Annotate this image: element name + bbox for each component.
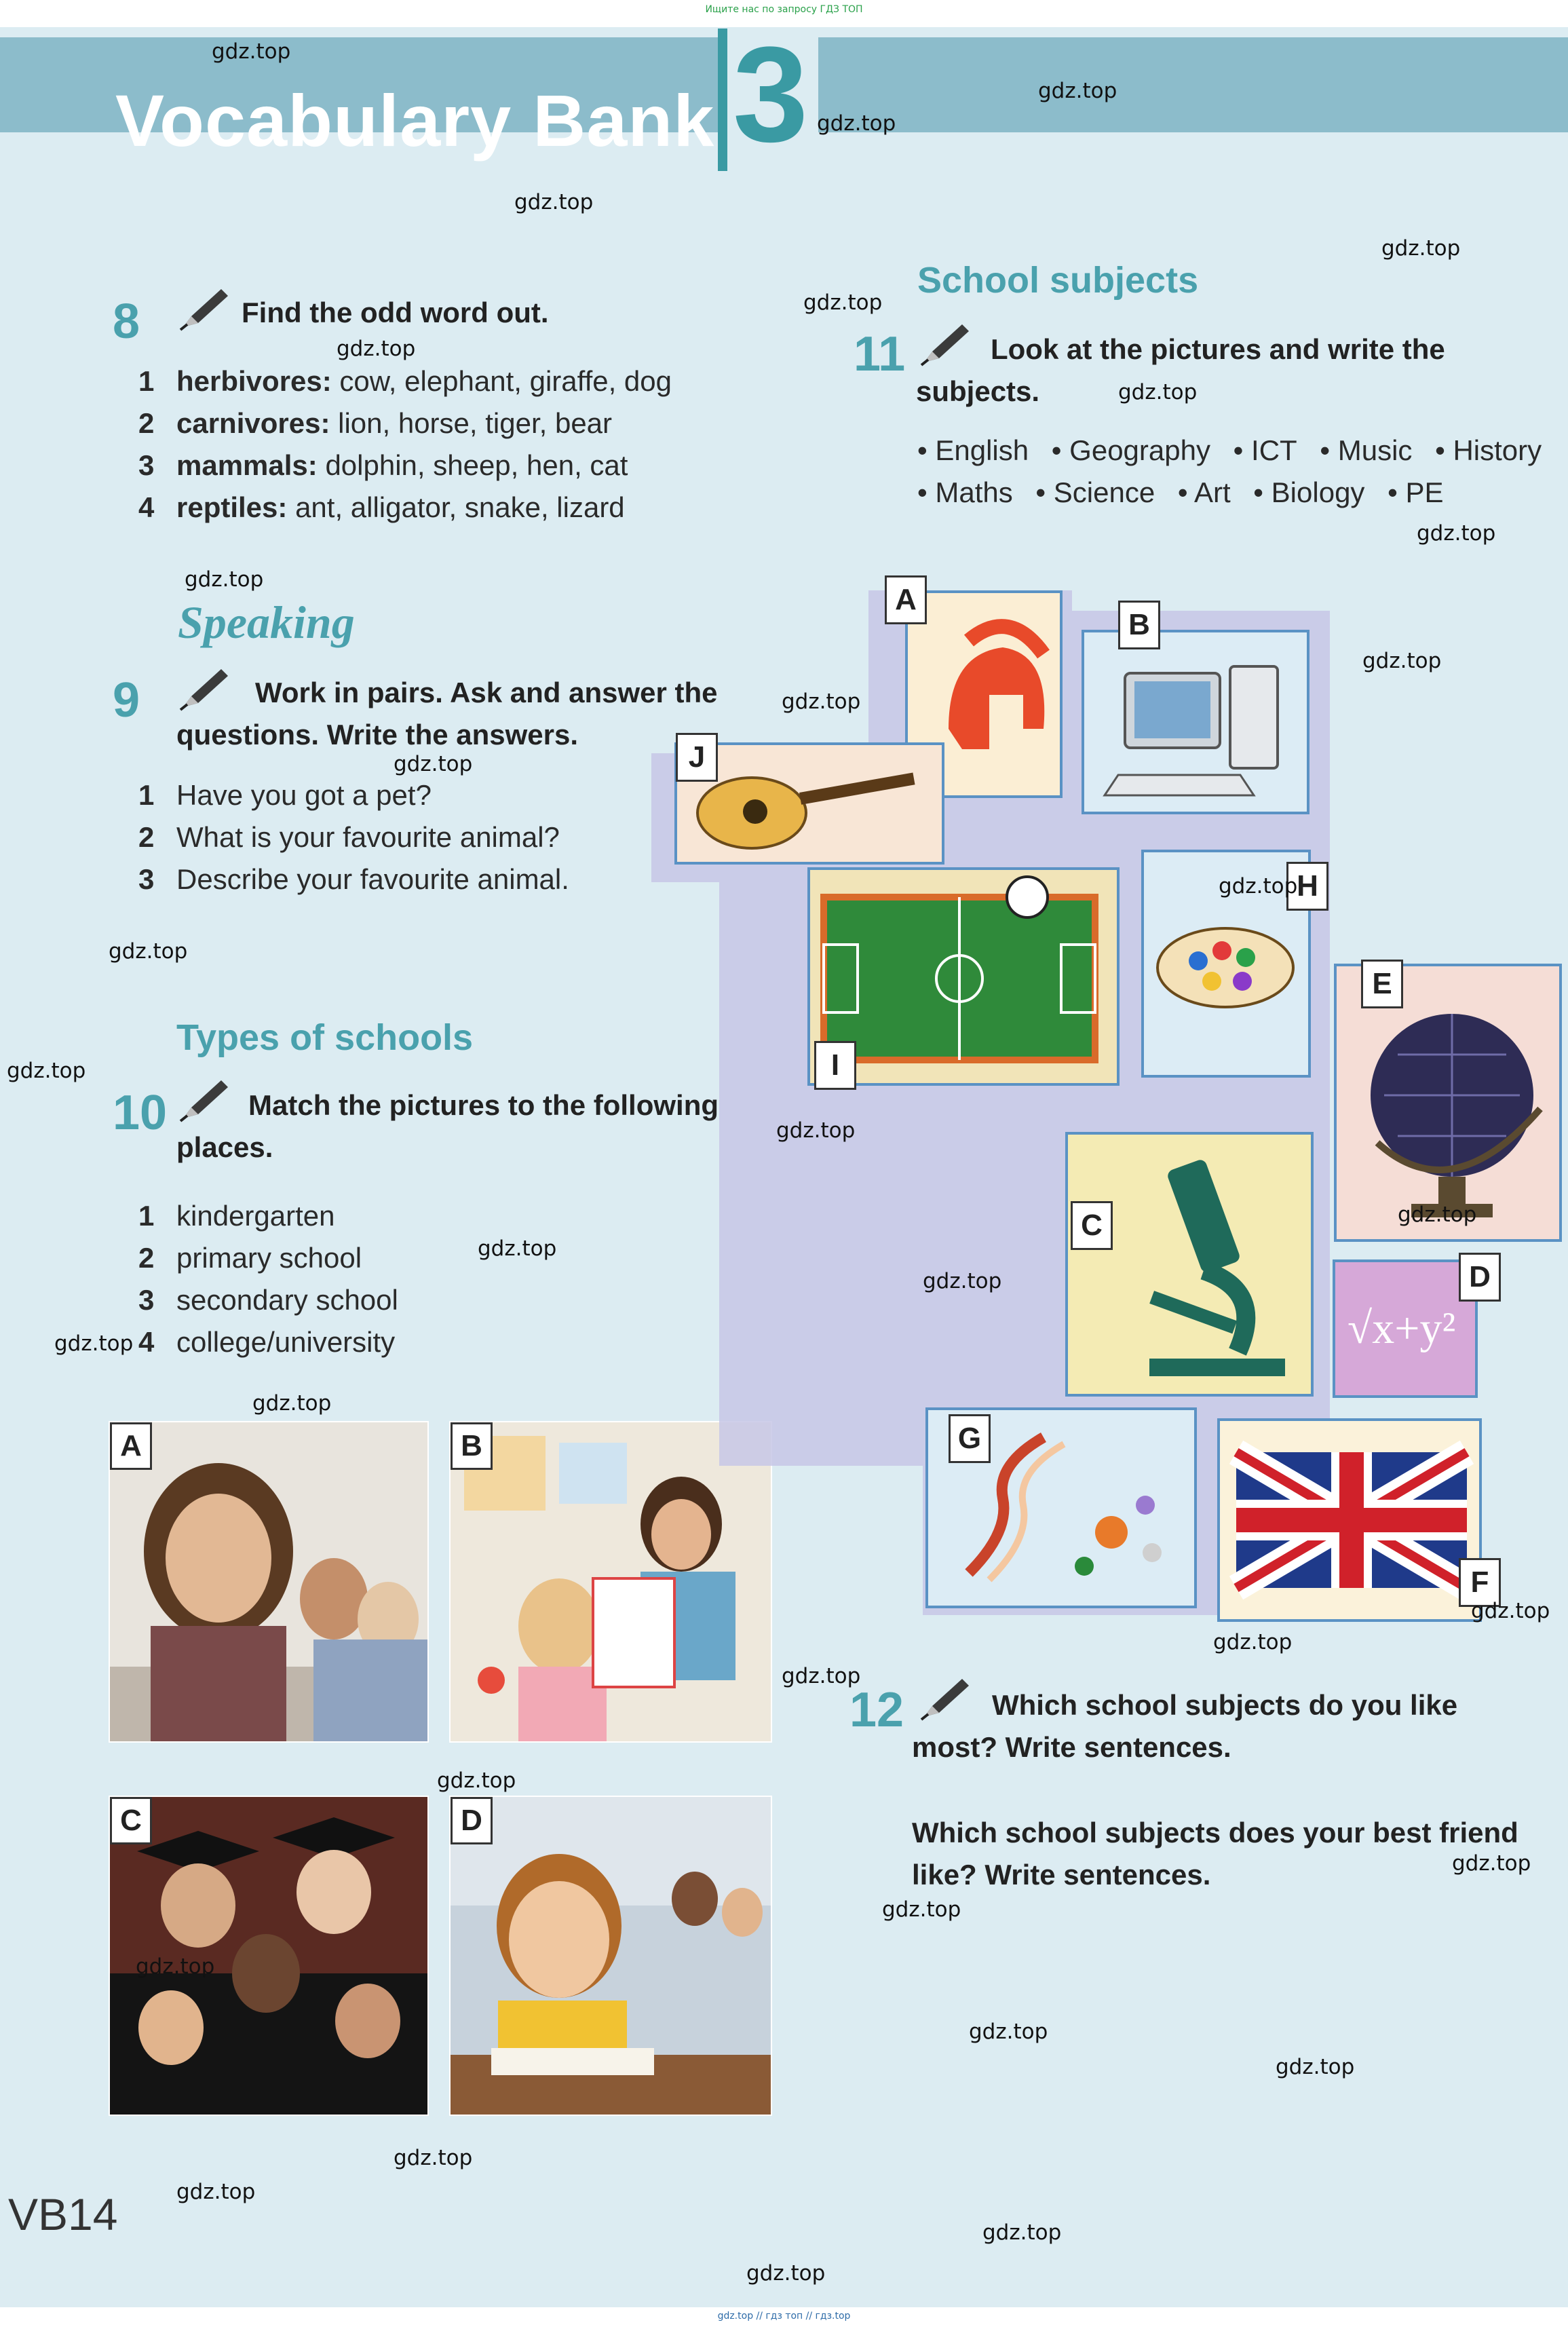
exercise-9-instruction-line-1: Work in pairs. Ask and answer the (255, 677, 718, 708)
watermark: gdz.top (212, 39, 291, 64)
students-illustration (110, 1422, 429, 1743)
item-text: Describe your favourite animal. (176, 863, 569, 895)
watermark: gdz.top (7, 1059, 86, 1083)
watermark: gdz.top (185, 567, 264, 592)
tile-letter-g: G (949, 1414, 991, 1463)
item-text: Have you got a pet? (176, 779, 432, 811)
watermark: gdz.top (1213, 1630, 1293, 1654)
subjects-list-row-2 (917, 476, 1459, 509)
watermark: gdz.top (337, 337, 416, 361)
exercise-9-item-3 (138, 863, 569, 896)
watermark: gdz.top (746, 2261, 826, 2286)
page-title: Vocabulary Bank (115, 79, 715, 162)
watermark: gdz.top (782, 1664, 861, 1688)
types-of-schools-heading: Types of schools (176, 1017, 474, 1058)
watermark: gdz.top (1398, 1202, 1477, 1227)
tile-letter-f: F (1459, 1558, 1501, 1607)
watermark: gdz.top (1219, 874, 1298, 898)
pencil-icon (919, 320, 973, 368)
subject-maths: • Maths (917, 476, 1013, 508)
photo-letter-b: B (451, 1422, 493, 1470)
exercise-10-item-2 (138, 1242, 362, 1274)
item-text: college/university (176, 1326, 396, 1358)
watermark: gdz.top (478, 1236, 557, 1261)
watermark: gdz.top (1471, 1599, 1550, 1623)
tile-letter-a: A (885, 575, 927, 624)
watermark: gdz.top (1381, 236, 1461, 261)
watermark: gdz.top (1038, 79, 1117, 103)
computer-icon (1084, 632, 1307, 812)
watermark: gdz.top (136, 1954, 215, 1979)
subject-pe: • PE (1388, 476, 1444, 508)
page-number-label: VB14 (8, 2189, 118, 2239)
pencil-icon (178, 1076, 232, 1124)
watermark: gdz.top (394, 752, 473, 776)
subject-science: • Science (1035, 476, 1155, 508)
item-term: mammals: (176, 449, 318, 481)
exercise-10-item-4 (138, 1326, 395, 1359)
tile-letter-i: I (814, 1041, 856, 1090)
exercise-8-item-4 (138, 491, 625, 524)
exercise-8-item-3 (138, 449, 628, 482)
watermark: gdz.top (1362, 649, 1442, 673)
pencil-icon (178, 665, 232, 713)
watermark: gdz.top (923, 1269, 1002, 1293)
pencil-icon (178, 285, 232, 333)
tile-letter-e: E (1361, 960, 1403, 1008)
item-words: ant, alligator, snake, lizard (295, 491, 625, 523)
exercise-11-number: 11 (854, 327, 906, 381)
item-number: 1 (138, 1200, 155, 1232)
item-term: reptiles: (176, 491, 288, 523)
item-words: lion, horse, tiger, bear (338, 407, 613, 439)
exercise-9-item-1 (138, 779, 432, 812)
item-number: 2 (138, 1242, 155, 1274)
exercise-8-item-1 (138, 365, 672, 398)
union-jack-icon (1220, 1421, 1479, 1619)
exercise-12-question-1-line-1: Which school subjects do you like (992, 1689, 1458, 1721)
watermark: gdz.top (176, 2180, 256, 2204)
subject-geography: • Geography (1051, 434, 1210, 466)
tile-letter-d: D (1459, 1253, 1501, 1302)
watermark: gdz.top (1118, 380, 1198, 404)
item-text: secondary school (176, 1284, 398, 1316)
subject-biology: • Biology (1253, 476, 1365, 508)
item-number: 1 (138, 365, 155, 397)
item-text: primary school (176, 1242, 362, 1274)
item-number: 4 (138, 1326, 155, 1358)
watermark: gdz.top (1417, 521, 1496, 546)
watermark: gdz.top (817, 111, 896, 136)
exercise-8-item-2 (138, 407, 612, 440)
exercise-11-instruction-line-2: subjects. (916, 375, 1040, 407)
item-term: carnivores: (176, 407, 330, 439)
search-hint-note: Ищите нас по запросу ГДЗ ТОП (705, 4, 863, 15)
exercise-9-instruction-line-2: questions. Write the answers. (176, 719, 579, 751)
photo-letter-d: D (451, 1797, 493, 1844)
exercise-12-question-2-line-2: like? Write sentences. (912, 1859, 1211, 1891)
school-subjects-heading: School subjects (917, 260, 1199, 301)
exercise-10-instruction-line-2: places. (176, 1131, 273, 1163)
subjects-list-row-1 (917, 434, 1556, 467)
watermark: gdz.top (252, 1391, 332, 1416)
item-text: What is your favourite animal? (176, 821, 560, 853)
tile-letter-j: J (676, 733, 718, 782)
item-text: kindergarten (176, 1200, 335, 1232)
item-words: dolphin, sheep, hen, cat (325, 449, 628, 481)
watermark: gdz.top (54, 1331, 134, 1356)
tile-c-science (1065, 1132, 1314, 1397)
item-number: 1 (138, 779, 155, 811)
watermark: gdz.top (1276, 2055, 1355, 2079)
tile-b-ict (1082, 630, 1309, 814)
exercise-10-number: 10 (113, 1086, 168, 1140)
item-term: herbivores: (176, 365, 332, 397)
exercise-12-question-2-line-1: Which school subjects does your best friend (912, 1817, 1518, 1849)
tile-letter-c: C (1071, 1201, 1113, 1250)
watermark: gdz.top (982, 2220, 1062, 2245)
photo-d-primary-school (449, 1796, 772, 2116)
subject-english: • English (917, 434, 1029, 466)
watermark: gdz.top (882, 1897, 961, 1922)
exercise-10-item-1 (138, 1200, 334, 1232)
exercise-8-instruction: Find the odd word out. (242, 297, 549, 328)
unit-number: 3 (733, 19, 809, 170)
subject-music: • Music (1320, 434, 1413, 466)
watermark: gdz.top (394, 2146, 473, 2170)
pencil-icon (919, 1675, 973, 1722)
photo-a-secondary-students (109, 1421, 429, 1743)
item-words: cow, elephant, giraffe, dog (339, 365, 672, 397)
watermark: gdz.top (776, 1118, 856, 1143)
subject-art: • Art (1177, 476, 1231, 508)
exercise-8-number: 8 (113, 295, 140, 349)
item-number: 2 (138, 821, 155, 853)
tile-letter-b: B (1118, 601, 1160, 649)
bottom-note: gdz.top // гдз топ // гдз.top (717, 2311, 851, 2321)
subject-history: • History (1435, 434, 1542, 466)
item-number: 3 (138, 1284, 155, 1316)
item-number: 2 (138, 407, 155, 439)
item-number: 4 (138, 491, 155, 523)
item-number: 3 (138, 449, 155, 481)
watermark: gdz.top (969, 2020, 1048, 2044)
watermark: gdz.top (803, 290, 883, 315)
classroom-illustration (451, 1797, 772, 2116)
maths-formula: √x+y² (1347, 1304, 1456, 1353)
watermark: gdz.top (782, 689, 861, 714)
subject-ict: • ICT (1233, 434, 1297, 466)
exercise-12-number: 12 (849, 1683, 904, 1737)
watermark: gdz.top (437, 1768, 516, 1793)
speaking-heading: Speaking (178, 596, 355, 648)
exercise-9-item-2 (138, 821, 560, 854)
exercise-12-question-1-line-2: most? Write sentences. (912, 1731, 1231, 1763)
item-number: 3 (138, 863, 155, 895)
exercise-11-instruction-line-1: Look at the pictures and write the (991, 333, 1445, 365)
tile-f-english (1217, 1418, 1482, 1622)
tile-letter-h: H (1286, 862, 1328, 911)
exercise-10-instruction-line-1: Match the pictures to the following (248, 1089, 719, 1121)
exercise-9-number: 9 (113, 673, 140, 727)
watermark: gdz.top (1452, 1851, 1531, 1876)
watermark: gdz.top (514, 190, 594, 214)
microscope-icon (1068, 1135, 1311, 1394)
tile-d-maths (1333, 1259, 1478, 1398)
watermark: gdz.top (109, 939, 188, 964)
photo-letter-c: C (110, 1797, 152, 1844)
exercise-10-item-3 (138, 1284, 398, 1316)
photo-letter-a: A (110, 1422, 152, 1470)
